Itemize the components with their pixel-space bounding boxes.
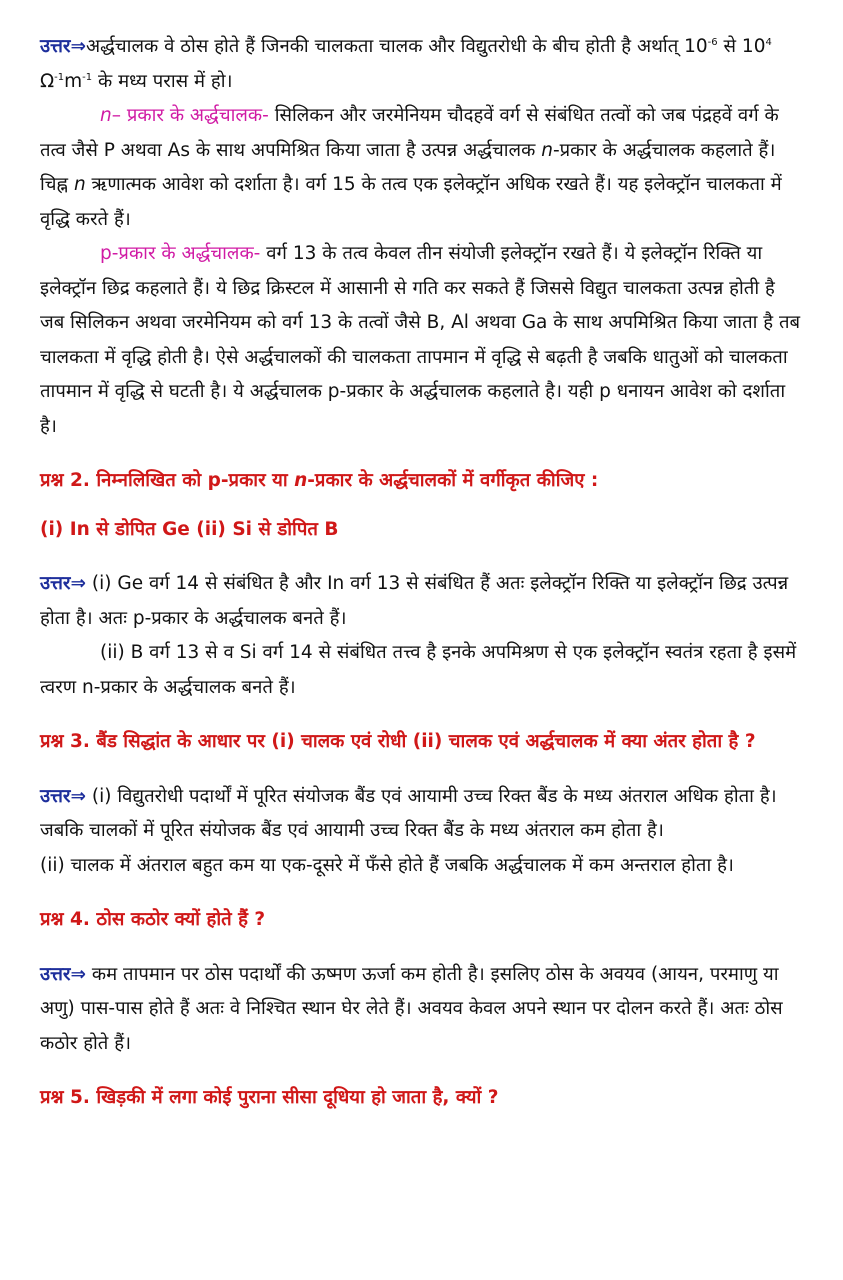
answer-1-paragraph [40, 30, 803, 99]
answer-3-part-2: (ii) चालक में अंतराल बहुत कम या एक-दूसरे में फँसे होते हैं जबकि अर्द्धचालक में कम अन्तराल होता है। [40, 854, 734, 876]
n-type-paragraph [40, 99, 803, 237]
arrow-icon: ⇒ [70, 785, 87, 807]
question-5-heading: प्रश्न 5. खिड़की में लगा कोई पुराना सीसा दूधिया हो जाता है, क्यों ? [40, 1087, 499, 1108]
n-type-body: सिलिकन और जरमेनियम चौदहवें वर्ग से संबंधित तत्वों को जब पंद्रहवें वर्ग के तत्व जैसे P अथवा As के साथ अपमिश्रित किया जाता है उत्पन्न अर्द्धचालक [40, 105, 779, 161]
n-symbol: n [294, 470, 308, 491]
n-type-term: – प्रकार के अर्द्धचालक- [111, 105, 269, 126]
p-type-paragraph [40, 237, 803, 444]
answer-label: उत्तर [40, 785, 71, 807]
question-2-subparts: (i) In से डोपित Ge (ii) Si से डोपित B [40, 518, 339, 540]
exponent: -1 [82, 71, 93, 83]
question-4-heading: प्रश्न 4. ठोस कठोर क्यों होते हैं ? [40, 909, 266, 930]
answer-text: कम तापमान पर ठोस पदार्थों की ऊष्मण ऊर्जा कम होती है। इसलिए ठोस के अवयव (आयन, परमाणु या अणु) पास-पास होते हैं अतः वे निश्चित स्थान घेर लेते हैं। अवयव केवल अपने स्थान पर दोलन करते हैं। अतः ठोस कठोर होते हैं। [40, 963, 783, 1054]
answer-4-paragraph [40, 958, 803, 1062]
n-symbol: n [73, 174, 86, 195]
answer-2-part-1 [40, 567, 803, 636]
p-type-term: p-प्रकार के अर्द्धचालक- [100, 243, 261, 264]
answer-label: उत्तर [40, 36, 71, 57]
answer-text: (i) विद्युतरोधी पदार्थों में पूरित संयोजक बैंड एवं आयामी उच्च रिक्त बैंड के मध्य अंतराल अधिक होता है। जबकि चालकों में पूरित संयोजक बैंड एवं आयामी उच्च रिक्त बैंड के मध्य अंतराल कम होता है। [40, 785, 777, 841]
arrow-icon: ⇒ [70, 36, 87, 57]
n-type-body: ऋणात्मक आवेश को दर्शाता है। वर्ग 15 के तत्व एक इलेक्ट्रॉन अधिक रखते हैं। यह इलेक्ट्रॉन चालकता में वृद्धि करते हैं। [40, 174, 782, 230]
p-type-body: वर्ग 13 के तत्व केवल तीन संयोजी इलेक्ट्रॉन रखते हैं। ये इलेक्ट्रॉन रिक्ति या इलेक्ट्रॉन छिद्र कहलाते हैं। ये छिद्र क्रिस्टल में आसानी से गति कर सकते हैं जिससे विद्युत चालकता उत्पन्न होती है जब सिलिकन अथवा जरमेनियम को वर्ग 13 के तत्वों जैसे B, Al अथवा Ga के साथ अपमिश्रित किया जाता है तब चालकता में वृद्धि होती है। ऐसे अर्द्धचालकों की चालकता तापमान में वृद्धि से बढ़ती है जबकि धातुओं को चालकता तापमान में वृद्धि से घटती है। ये अर्द्धचालक p-प्रकार के अर्द्धचालक कहलाते है। यही p धनायन आवेश को दर्शाता है। [40, 243, 801, 437]
question-2-text: -प्रकार के अर्द्धचालकों में वर्गीकृत कीजिए : [307, 470, 599, 491]
answer-text: Ω [40, 70, 55, 92]
question-2-text: प्रश्न 2. निम्नलिखित को p-प्रकार या [40, 470, 295, 491]
arrow-icon: ⇒ [70, 573, 87, 594]
question-2-heading [40, 464, 803, 499]
answer-label: उत्तर [40, 963, 71, 985]
answer-text: अर्द्धचालक वे ठोस होते हैं जिनकी चालकता चालक और विद्युतरोधी के बीच होती है अर्थात् 10 [86, 36, 708, 57]
n-symbol: n [541, 139, 553, 161]
answer-text: m [64, 70, 83, 92]
n-type-body: -प्रकार के अर्द्धचालक कहलाते हैं। चिह्न [40, 139, 776, 195]
n-type-term-symbol: n [100, 105, 112, 126]
answer-text: के मध्य परास में हो। [92, 70, 233, 92]
answer-3-part-1 [40, 780, 803, 849]
question-3-heading: प्रश्न 3. बैंड सिद्धांत के आधार पर (i) चालक एवं रोधी (ii) चालक एवं अर्द्धचालक में क्या अंतर होता है ? [40, 731, 756, 752]
answer-2-part-2: (ii) B वर्ग 13 से व Si वर्ग 14 से संबंधित तत्त्व है इनके अपमिश्रण से एक इलेक्ट्रॉन स्वतंत्र रहता है इसमें त्वरण n-प्रकार के अर्द्धचालक बनते हैं। [40, 642, 797, 698]
arrow-icon: ⇒ [70, 963, 87, 985]
exponent: -6 [707, 36, 718, 48]
exponent: 4 [765, 36, 772, 48]
exponent: -1 [54, 71, 65, 83]
answer-text: से 10 [717, 36, 766, 57]
answer-label: उत्तर [40, 573, 71, 594]
answer-text: (i) Ge वर्ग 14 से संबंधित है और In वर्ग 13 से संबंधित हैं अतः इलेक्ट्रॉन रिक्ति या इलेक्ट्रॉन छिद्र उत्पन्न होता है। अतः p-प्रकार के अर्द्धचालक बनते हैं। [40, 573, 789, 629]
